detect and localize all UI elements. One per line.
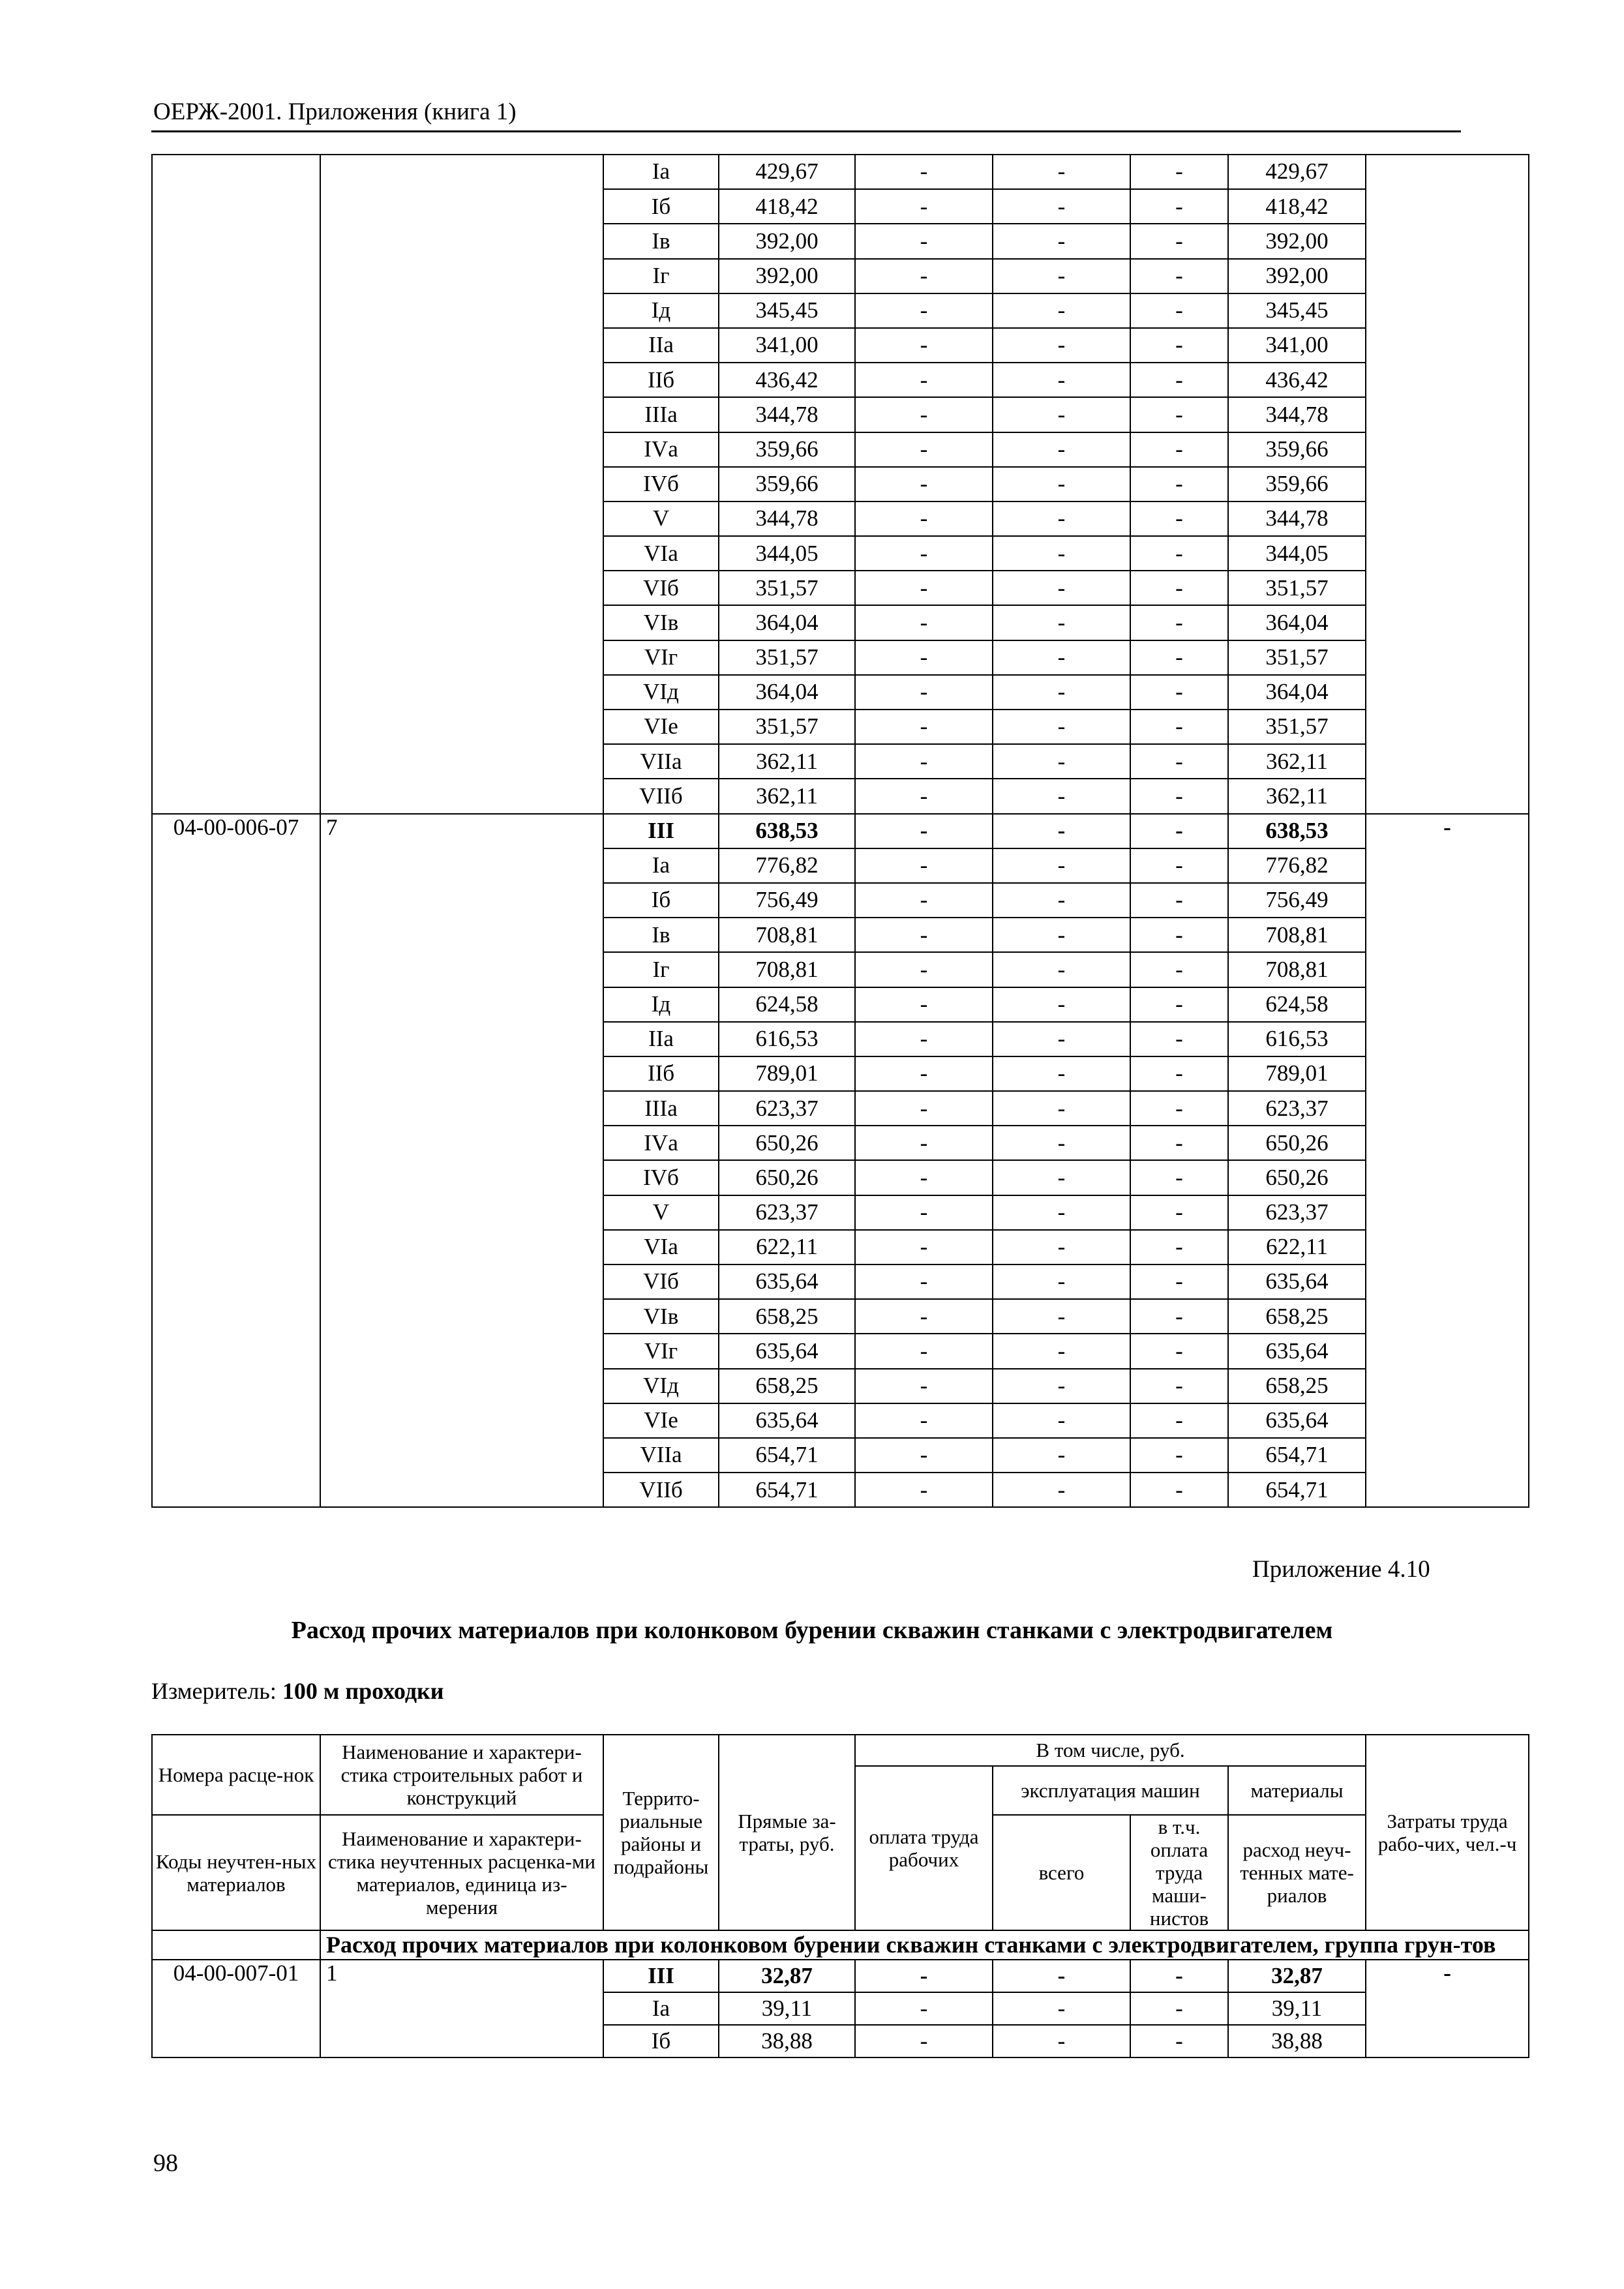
workers-pay: - bbox=[855, 744, 993, 779]
workers-pay: - bbox=[855, 501, 993, 536]
materials-value: 635,64 bbox=[1228, 1403, 1366, 1438]
territory-zone: IVб bbox=[603, 467, 719, 501]
materials-value: 638,53 bbox=[1228, 814, 1366, 848]
machines-total: - bbox=[993, 1126, 1130, 1160]
territory-zone: VIг bbox=[603, 1334, 719, 1368]
materials-value: 776,82 bbox=[1228, 848, 1366, 883]
machines-pay: - bbox=[1130, 952, 1228, 987]
materials-value: 344,78 bbox=[1228, 397, 1366, 432]
direct-costs: 638,53 bbox=[719, 814, 855, 848]
machines-pay: - bbox=[1130, 640, 1228, 675]
territory-zone: Iд bbox=[603, 987, 719, 1022]
materials-value: 623,37 bbox=[1228, 1091, 1366, 1126]
territory-zone: VIIа bbox=[603, 1438, 719, 1473]
materials-value: 756,49 bbox=[1228, 883, 1366, 918]
direct-costs: 436,42 bbox=[719, 363, 855, 397]
workers-pay: - bbox=[855, 1369, 993, 1403]
direct-costs: 650,26 bbox=[719, 1126, 855, 1160]
direct-costs: 364,04 bbox=[719, 605, 855, 640]
direct-costs: 622,11 bbox=[719, 1230, 855, 1264]
workers-pay: - bbox=[855, 432, 993, 467]
machines-total: - bbox=[993, 224, 1130, 258]
workers-pay: - bbox=[855, 918, 993, 952]
direct-costs: 362,11 bbox=[719, 744, 855, 779]
territory-zone: III bbox=[603, 814, 719, 848]
territory-zone: VIв bbox=[603, 1299, 719, 1334]
direct-costs: 658,25 bbox=[719, 1369, 855, 1403]
machines-pay: - bbox=[1130, 2025, 1228, 2057]
workers-pay: - bbox=[855, 1960, 993, 1992]
machines-pay: - bbox=[1130, 1056, 1228, 1091]
machines-pay: - bbox=[1130, 1160, 1228, 1195]
rate-number: 7 bbox=[320, 814, 603, 1508]
territory-zone: VIIб bbox=[603, 1473, 719, 1507]
materials-value: 344,78 bbox=[1228, 501, 1366, 536]
machines-pay: - bbox=[1130, 467, 1228, 501]
workers-pay: - bbox=[855, 2025, 993, 2057]
rates-table-continued bbox=[151, 154, 1529, 1508]
machines-total: - bbox=[993, 1473, 1130, 1507]
territory-zone: VIб bbox=[603, 571, 719, 605]
machines-pay: - bbox=[1130, 1334, 1228, 1368]
appendix-label: Приложение 4.10 bbox=[1252, 1556, 1430, 1583]
direct-costs: 351,57 bbox=[719, 571, 855, 605]
materials-value: 624,58 bbox=[1228, 987, 1366, 1022]
workers-pay: - bbox=[855, 814, 993, 848]
materials-value: 362,11 bbox=[1228, 779, 1366, 813]
machines-pay: - bbox=[1130, 536, 1228, 571]
materials-value: 341,00 bbox=[1228, 328, 1366, 363]
direct-costs: 654,71 bbox=[719, 1473, 855, 1507]
machines-total: - bbox=[993, 779, 1130, 813]
group-title: Расход прочих материалов при колонковом бурении скважин станками с электродвигателем, группа грун-тов bbox=[320, 1930, 1529, 1960]
machines-total: - bbox=[993, 1438, 1130, 1473]
materials-value: 650,26 bbox=[1228, 1160, 1366, 1195]
direct-costs: 616,53 bbox=[719, 1022, 855, 1056]
materials-value: 635,64 bbox=[1228, 1264, 1366, 1299]
header-territory: Террито-риальные районы и подрайоны bbox=[603, 1735, 719, 1930]
workers-pay: - bbox=[855, 224, 993, 258]
workers-pay: - bbox=[855, 605, 993, 640]
header-machines: эксплуатация машин bbox=[993, 1766, 1228, 1815]
direct-costs: 32,87 bbox=[719, 1960, 855, 1992]
machines-total: - bbox=[993, 571, 1130, 605]
workers-pay: - bbox=[855, 1992, 993, 2025]
materials-value: 436,42 bbox=[1228, 363, 1366, 397]
territory-zone: Iа bbox=[603, 1992, 719, 2025]
machines-total: - bbox=[993, 1022, 1130, 1056]
direct-costs: 776,82 bbox=[719, 848, 855, 883]
materials-value: 623,37 bbox=[1228, 1195, 1366, 1230]
materials-value: 789,01 bbox=[1228, 1056, 1366, 1091]
machines-pay: - bbox=[1130, 814, 1228, 848]
machines-total: - bbox=[993, 467, 1130, 501]
workers-pay: - bbox=[855, 397, 993, 432]
direct-costs: 623,37 bbox=[719, 1195, 855, 1230]
materials-value: 429,67 bbox=[1228, 155, 1366, 189]
direct-costs: 344,78 bbox=[719, 397, 855, 432]
machines-pay: - bbox=[1130, 848, 1228, 883]
machines-pay: - bbox=[1130, 224, 1228, 258]
direct-costs: 351,57 bbox=[719, 710, 855, 744]
territory-zone: VIб bbox=[603, 1264, 719, 1299]
machines-pay: - bbox=[1130, 328, 1228, 363]
machines-pay: - bbox=[1130, 1403, 1228, 1438]
workers-pay: - bbox=[855, 1160, 993, 1195]
machines-pay: - bbox=[1130, 1369, 1228, 1403]
table-row bbox=[152, 155, 1529, 189]
machines-pay: - bbox=[1130, 189, 1228, 224]
direct-costs: 39,11 bbox=[719, 1992, 855, 2025]
territory-zone: IIIа bbox=[603, 397, 719, 432]
territory-zone: III bbox=[603, 1960, 719, 1992]
header-rate-codes: Номера расце-нок bbox=[152, 1735, 320, 1815]
direct-costs: 418,42 bbox=[719, 189, 855, 224]
territory-zone: VIе bbox=[603, 710, 719, 744]
direct-costs: 650,26 bbox=[719, 1160, 855, 1195]
table-row bbox=[152, 1960, 1529, 1992]
workers-pay: - bbox=[855, 1056, 993, 1091]
machines-total: - bbox=[993, 1091, 1130, 1126]
workers-pay: - bbox=[855, 189, 993, 224]
machines-total: - bbox=[993, 397, 1130, 432]
header-unaccounted-name: Наименование и характери-стика неучтенных расценка-ми материалов, единица из-мерения bbox=[320, 1815, 603, 1930]
section-title: Расход прочих материалов при колонковом бурении скважин станками с электродвигателем bbox=[291, 1617, 1333, 1644]
machines-total: - bbox=[993, 605, 1130, 640]
territory-zone: VIд bbox=[603, 675, 719, 710]
workers-pay: - bbox=[855, 848, 993, 883]
workers-pay: - bbox=[855, 1091, 993, 1126]
machines-pay: - bbox=[1130, 1195, 1228, 1230]
machines-pay: - bbox=[1130, 605, 1228, 640]
territory-zone: IIб bbox=[603, 363, 719, 397]
materials-value: 351,57 bbox=[1228, 571, 1366, 605]
machines-pay: - bbox=[1130, 432, 1228, 467]
machines-pay: - bbox=[1130, 293, 1228, 328]
workers-pay: - bbox=[855, 640, 993, 675]
header-divider bbox=[151, 130, 1461, 132]
other-materials-table bbox=[151, 1734, 1529, 2058]
direct-costs: 344,78 bbox=[719, 501, 855, 536]
territory-zone: Iб bbox=[603, 2025, 719, 2057]
materials-value: 616,53 bbox=[1228, 1022, 1366, 1056]
direct-costs: 635,64 bbox=[719, 1403, 855, 1438]
machines-total: - bbox=[993, 259, 1130, 293]
territory-zone: Iв bbox=[603, 224, 719, 258]
machines-total: - bbox=[993, 293, 1130, 328]
workers-pay: - bbox=[855, 467, 993, 501]
machines-pay: - bbox=[1130, 259, 1228, 293]
territory-zone: V bbox=[603, 1195, 719, 1230]
materials-value: 359,66 bbox=[1228, 467, 1366, 501]
machines-pay: - bbox=[1130, 1299, 1228, 1334]
territory-zone: V bbox=[603, 501, 719, 536]
table-row bbox=[152, 814, 1529, 848]
territory-zone: Iб bbox=[603, 883, 719, 918]
machines-total: - bbox=[993, 710, 1130, 744]
workers-pay: - bbox=[855, 155, 993, 189]
machines-pay: - bbox=[1130, 1264, 1228, 1299]
direct-costs: 341,00 bbox=[719, 328, 855, 363]
machines-total: - bbox=[993, 1334, 1130, 1368]
rate-code: 04-00-007-01 bbox=[152, 1960, 320, 2057]
machines-total: - bbox=[993, 744, 1130, 779]
territory-zone: Iа bbox=[603, 848, 719, 883]
territory-zone: VIд bbox=[603, 1369, 719, 1403]
direct-costs: 392,00 bbox=[719, 224, 855, 258]
direct-costs: 362,11 bbox=[719, 779, 855, 813]
machines-pay: - bbox=[1130, 675, 1228, 710]
territory-zone: Iд bbox=[603, 293, 719, 328]
machines-pay: - bbox=[1130, 1473, 1228, 1507]
territory-zone: Iв bbox=[603, 918, 719, 952]
materials-value: 654,71 bbox=[1228, 1438, 1366, 1473]
machines-pay: - bbox=[1130, 1438, 1228, 1473]
measure-line bbox=[151, 1677, 444, 1705]
machines-total: - bbox=[993, 814, 1130, 848]
workers-pay: - bbox=[855, 883, 993, 918]
direct-costs: 658,25 bbox=[719, 1299, 855, 1334]
machines-total: - bbox=[993, 640, 1130, 675]
territory-zone: Iб bbox=[603, 189, 719, 224]
machines-total: - bbox=[993, 883, 1130, 918]
header-workers-pay: оплата труда рабочих bbox=[855, 1766, 993, 1930]
rate-code: 04-00-006-07 bbox=[152, 814, 320, 1508]
header-unaccounted-codes: Коды неучтен-ных материалов bbox=[152, 1815, 320, 1930]
machines-total: - bbox=[993, 328, 1130, 363]
machines-total: - bbox=[993, 1195, 1130, 1230]
workers-pay: - bbox=[855, 987, 993, 1022]
materials-value: 392,00 bbox=[1228, 259, 1366, 293]
direct-costs: 429,67 bbox=[719, 155, 855, 189]
workers-pay: - bbox=[855, 259, 993, 293]
machines-total: - bbox=[993, 918, 1130, 952]
direct-costs: 38,88 bbox=[719, 2025, 855, 2057]
workers-pay: - bbox=[855, 536, 993, 571]
machines-total: - bbox=[993, 501, 1130, 536]
machines-total: - bbox=[993, 1992, 1130, 2025]
territory-zone: VIе bbox=[603, 1403, 719, 1438]
direct-costs: 654,71 bbox=[719, 1438, 855, 1473]
machines-total: - bbox=[993, 363, 1130, 397]
workers-pay: - bbox=[855, 710, 993, 744]
machines-total: - bbox=[993, 1960, 1130, 1992]
header-materials-consumption: расход неуч-тенных мате-риалов bbox=[1228, 1815, 1366, 1930]
machines-pay: - bbox=[1130, 571, 1228, 605]
measure-label: Измеритель: bbox=[151, 1678, 277, 1704]
workers-pay: - bbox=[855, 952, 993, 987]
materials-value: 622,11 bbox=[1228, 1230, 1366, 1264]
machines-total: - bbox=[993, 189, 1130, 224]
territory-zone: IIб bbox=[603, 1056, 719, 1091]
rate-number: 1 bbox=[320, 1960, 603, 2057]
territory-zone: VIг bbox=[603, 640, 719, 675]
direct-costs: 635,64 bbox=[719, 1334, 855, 1368]
territory-zone: VIв bbox=[603, 605, 719, 640]
machines-pay: - bbox=[1130, 779, 1228, 813]
machines-total: - bbox=[993, 2025, 1130, 2057]
materials-value: 344,05 bbox=[1228, 536, 1366, 571]
materials-value: 658,25 bbox=[1228, 1369, 1366, 1403]
machines-total: - bbox=[993, 1056, 1130, 1091]
labor-costs: - bbox=[1366, 814, 1529, 1508]
header-direct-costs: Прямые за-траты, руб. bbox=[719, 1735, 855, 1930]
page-number: 98 bbox=[153, 2149, 178, 2177]
header-including: В том числе, руб. bbox=[855, 1735, 1366, 1766]
materials-value: 351,57 bbox=[1228, 710, 1366, 744]
machines-pay: - bbox=[1130, 1960, 1228, 1992]
workers-pay: - bbox=[855, 571, 993, 605]
machines-total: - bbox=[993, 675, 1130, 710]
materials-value: 345,45 bbox=[1228, 293, 1366, 328]
machines-pay: - bbox=[1130, 1091, 1228, 1126]
machines-total: - bbox=[993, 1369, 1130, 1403]
direct-costs: 359,66 bbox=[719, 467, 855, 501]
direct-costs: 364,04 bbox=[719, 675, 855, 710]
direct-costs: 392,00 bbox=[719, 259, 855, 293]
direct-costs: 789,01 bbox=[719, 1056, 855, 1091]
direct-costs: 345,45 bbox=[719, 293, 855, 328]
machines-total: - bbox=[993, 848, 1130, 883]
materials-value: 392,00 bbox=[1228, 224, 1366, 258]
labor-costs: - bbox=[1366, 1960, 1529, 2057]
machines-pay: - bbox=[1130, 1230, 1228, 1264]
machines-total: - bbox=[993, 1403, 1130, 1438]
territory-zone: VIIб bbox=[603, 779, 719, 813]
territory-zone: VIIа bbox=[603, 744, 719, 779]
materials-value: 635,64 bbox=[1228, 1334, 1366, 1368]
materials-value: 32,87 bbox=[1228, 1960, 1366, 1992]
workers-pay: - bbox=[855, 293, 993, 328]
machines-pay: - bbox=[1130, 710, 1228, 744]
direct-costs: 624,58 bbox=[719, 987, 855, 1022]
machines-total: - bbox=[993, 1160, 1130, 1195]
materials-value: 364,04 bbox=[1228, 605, 1366, 640]
machines-total: - bbox=[993, 536, 1130, 571]
territory-zone: IIа bbox=[603, 1022, 719, 1056]
workers-pay: - bbox=[855, 1438, 993, 1473]
machines-pay: - bbox=[1130, 1022, 1228, 1056]
measure-value: 100 м проходки bbox=[282, 1678, 444, 1704]
territory-zone: IIа bbox=[603, 328, 719, 363]
territory-zone: Iг bbox=[603, 952, 719, 987]
machines-total: - bbox=[993, 1299, 1130, 1334]
workers-pay: - bbox=[855, 1230, 993, 1264]
machines-pay: - bbox=[1130, 501, 1228, 536]
workers-pay: - bbox=[855, 675, 993, 710]
machines-pay: - bbox=[1130, 1126, 1228, 1160]
territory-zone: IVа bbox=[603, 1126, 719, 1160]
materials-value: 658,25 bbox=[1228, 1299, 1366, 1334]
territory-zone: Iа bbox=[603, 155, 719, 189]
workers-pay: - bbox=[855, 363, 993, 397]
workers-pay: - bbox=[855, 1473, 993, 1507]
machines-pay: - bbox=[1130, 155, 1228, 189]
direct-costs: 635,64 bbox=[719, 1264, 855, 1299]
workers-pay: - bbox=[855, 1403, 993, 1438]
header-labor-costs: Затраты труда рабо-чих, чел.-ч bbox=[1366, 1735, 1529, 1930]
materials-value: 650,26 bbox=[1228, 1126, 1366, 1160]
direct-costs: 344,05 bbox=[719, 536, 855, 571]
workers-pay: - bbox=[855, 1022, 993, 1056]
machines-total: - bbox=[993, 987, 1130, 1022]
materials-value: 708,81 bbox=[1228, 952, 1366, 987]
direct-costs: 359,66 bbox=[719, 432, 855, 467]
workers-pay: - bbox=[855, 779, 993, 813]
materials-value: 362,11 bbox=[1228, 744, 1366, 779]
machines-pay: - bbox=[1130, 397, 1228, 432]
workers-pay: - bbox=[855, 1126, 993, 1160]
materials-value: 38,88 bbox=[1228, 2025, 1366, 2057]
machines-pay: - bbox=[1130, 918, 1228, 952]
territory-zone: IIIа bbox=[603, 1091, 719, 1126]
machines-total: - bbox=[993, 1230, 1130, 1264]
header-materials: материалы bbox=[1228, 1766, 1366, 1815]
header-machines-pay: в т.ч. оплата труда маши-нистов bbox=[1130, 1815, 1228, 1930]
workers-pay: - bbox=[855, 1264, 993, 1299]
machines-pay: - bbox=[1130, 883, 1228, 918]
workers-pay: - bbox=[855, 1299, 993, 1334]
machines-total: - bbox=[993, 155, 1130, 189]
territory-zone: VIа bbox=[603, 1230, 719, 1264]
header-work-name: Наименование и характери-стика строительных работ и конструкций bbox=[320, 1735, 603, 1815]
direct-costs: 351,57 bbox=[719, 640, 855, 675]
materials-value: 39,11 bbox=[1228, 1992, 1366, 2025]
machines-pay: - bbox=[1130, 363, 1228, 397]
territory-zone: VIа bbox=[603, 536, 719, 571]
direct-costs: 708,81 bbox=[719, 952, 855, 987]
machines-pay: - bbox=[1130, 1992, 1228, 2025]
materials-value: 708,81 bbox=[1228, 918, 1366, 952]
direct-costs: 756,49 bbox=[719, 883, 855, 918]
machines-pay: - bbox=[1130, 987, 1228, 1022]
territory-zone: Iг bbox=[603, 259, 719, 293]
direct-costs: 623,37 bbox=[719, 1091, 855, 1126]
materials-value: 351,57 bbox=[1228, 640, 1366, 675]
territory-zone: IVа bbox=[603, 432, 719, 467]
page-header-title: ОЕРЖ-2001. Приложения (книга 1) bbox=[153, 98, 517, 125]
territory-zone: IVб bbox=[603, 1160, 719, 1195]
materials-value: 418,42 bbox=[1228, 189, 1366, 224]
materials-value: 364,04 bbox=[1228, 675, 1366, 710]
workers-pay: - bbox=[855, 1334, 993, 1368]
labor-costs bbox=[1366, 155, 1529, 814]
machines-total: - bbox=[993, 952, 1130, 987]
machines-total: - bbox=[993, 432, 1130, 467]
direct-costs: 708,81 bbox=[719, 918, 855, 952]
workers-pay: - bbox=[855, 328, 993, 363]
materials-value: 359,66 bbox=[1228, 432, 1366, 467]
machines-pay: - bbox=[1130, 744, 1228, 779]
header-machines-total: всего bbox=[993, 1815, 1130, 1930]
materials-value: 654,71 bbox=[1228, 1473, 1366, 1507]
machines-total: - bbox=[993, 1264, 1130, 1299]
rate-code bbox=[152, 155, 320, 814]
rate-number bbox=[320, 155, 603, 814]
workers-pay: - bbox=[855, 1195, 993, 1230]
